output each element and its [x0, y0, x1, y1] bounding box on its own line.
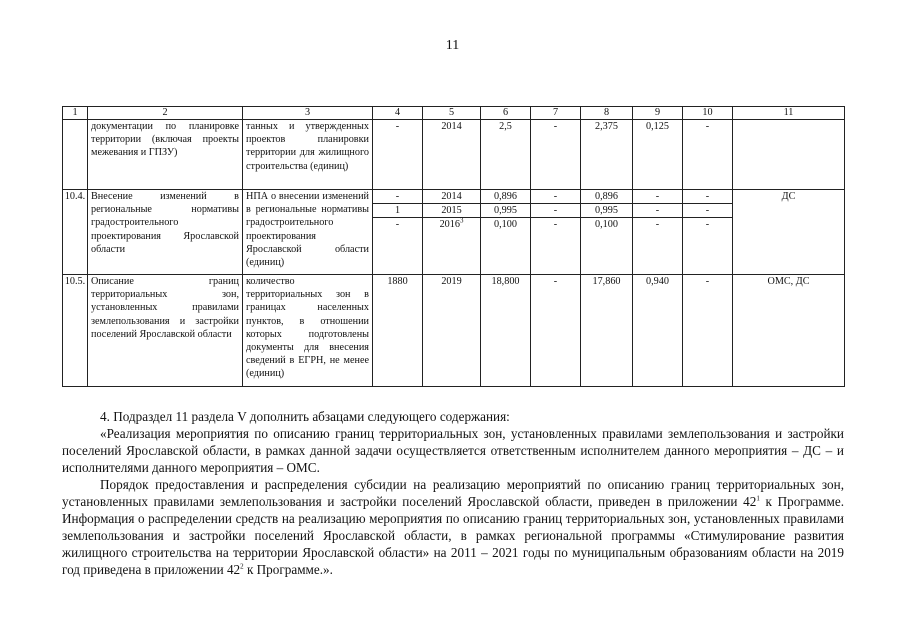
cell-value: - [531, 204, 580, 218]
cell-value: 2015 [423, 204, 480, 218]
cell-value: 18,800 [491, 276, 520, 287]
paragraph-2: «Реализация мероприятия по описанию границ территориальных зон, установленных правилами землепользования и застройки поселений Ярославской области, в рамках данной задачи осуществляется ответственным исполнителем данного мероприятия – ДС – и исполнителями данного мероприятия – ОМС. [62, 426, 844, 475]
value-cell-col5 [423, 275, 481, 387]
amendment-text [62, 408, 844, 578]
cell-value: - [705, 121, 710, 132]
value-cell-col8 [581, 120, 633, 190]
cell-value: - [553, 219, 558, 231]
header-cell: 8 [581, 107, 633, 120]
value-cell-col4 [373, 120, 423, 190]
activity-name: Описание границ территориальных зон, установленных правилами землепользования и застройки поселений Ярославской области [88, 275, 243, 387]
page-number: 11 [445, 38, 460, 53]
value-cell-col6 [481, 275, 531, 387]
indicator-name: танных и утвержденных проектов планировки территории для жилищного строительства (единиц) [243, 120, 373, 190]
header-cell: 7 [531, 107, 581, 120]
cell-value: - [395, 219, 400, 231]
row-number: 10.5. [63, 275, 88, 387]
cell-value: - [633, 190, 682, 204]
activity-name: Внесение изменений в региональные нормативы градостроительного проектирования Ярославской области [88, 190, 243, 275]
cell-value: 1880 [387, 276, 408, 287]
header-cell: 9 [633, 107, 683, 120]
value-cell-col9 [633, 190, 683, 275]
cell-value: - [633, 204, 682, 218]
activity-name: документации по планировке территории (включая проекты межевания и ГПЗУ) [88, 120, 243, 190]
header-cell: 11 [733, 107, 845, 120]
cell-value: 0,125 [646, 121, 669, 132]
cell-value: 0,995 [581, 204, 632, 218]
value-cell-col7 [531, 275, 581, 387]
cell-value: 0,995 [481, 204, 530, 218]
value-cell-col5 [423, 190, 481, 275]
cell-value: 2014 [423, 190, 480, 204]
cell-value: 0,940 [646, 276, 669, 287]
cell-value: 2014 [441, 121, 462, 132]
header-cell: 4 [373, 107, 423, 120]
header-cell: 1 [63, 107, 88, 120]
cell-value: - [531, 190, 580, 204]
value-cell-col9 [633, 120, 683, 190]
value-cell-col5 [423, 120, 481, 190]
responsible-cell: ДС [733, 190, 845, 275]
header-cell: 6 [481, 107, 531, 120]
cell-value: - [683, 190, 732, 204]
cell-value: - [683, 204, 732, 218]
value-cell-col7 [531, 190, 581, 275]
cell-value: - [705, 276, 710, 287]
responsible-cell: ОМС, ДС [733, 275, 845, 387]
table-row [63, 190, 845, 275]
cell-value: - [373, 190, 422, 204]
value-cell-col4 [373, 275, 423, 387]
value-cell-col9 [633, 275, 683, 387]
cell-value: 0,100 [595, 219, 618, 231]
table-row [63, 275, 845, 387]
table-header-row [63, 107, 845, 120]
cell-value: - [553, 121, 558, 132]
paragraph-1: 4. Подраздел 11 раздела V дополнить абзацами следующего содержания: [100, 409, 510, 424]
responsible-cell [733, 120, 845, 190]
cell-value: 2016$^3$ [439, 216, 464, 231]
cell-value: 2,5 [499, 121, 512, 132]
value-cell-col8 [581, 275, 633, 387]
header-cell: 5 [423, 107, 481, 120]
value-cell-col10 [683, 120, 733, 190]
row-number [63, 120, 88, 190]
cell-value: 0,100 [494, 219, 517, 231]
value-cell-col8 [581, 190, 633, 275]
table-row [63, 120, 845, 190]
header-cell: 3 [243, 107, 373, 120]
value-cell-col10 [683, 190, 733, 275]
cell-value: 2,375 [595, 121, 618, 132]
cell-value: 0,896 [581, 190, 632, 204]
row-number: 10.4. [63, 190, 88, 275]
cell-value: 2019 [441, 276, 462, 287]
cell-value: 0,896 [481, 190, 530, 204]
cell-value: 17,860 [592, 276, 621, 287]
program-table [62, 106, 845, 387]
cell-value: - [395, 121, 400, 132]
indicator-name: НПА о внесении изменений в региональные нормативы градостроительного проектирования Ярославской области (единиц) [243, 190, 373, 275]
paragraph-3: Порядок предоставления и распределения субсидии на реализацию мероприятий по описанию границ территориальных зон, установленных правилами землепользования и застройки поселений Ярославской области, приведен в приложении $42^1$ к Программе. Информация о распределении средств на реализацию мероприятия по описанию границ территориальных зон, установленных правилами землепользования и застройки поселений Ярославской области, в рамках региональной программы «Стимулирование развития жилищного строительства на территории Ярославской области» на 2011 – 2021 годы по муниципальным образованиям области на 2019 год приведена в приложении $42^2$ к Программе.». [62, 477, 844, 577]
cell-value: 1 [373, 204, 422, 218]
cell-value: - [705, 219, 710, 231]
value-cell-col10 [683, 275, 733, 387]
cell-value: - [553, 276, 558, 287]
value-cell-col6 [481, 190, 531, 275]
header-cell: 10 [683, 107, 733, 120]
value-cell-col4 [373, 190, 423, 275]
indicator-name: количество территориальных зон в границах населенных пунктов, в отношении которых подготовлены документы для внесения сведений в ЕГРН, не менее (единиц) [243, 275, 373, 387]
header-cell: 2 [88, 107, 243, 120]
value-cell-col6 [481, 120, 531, 190]
value-cell-col7 [531, 120, 581, 190]
cell-value: - [655, 219, 660, 231]
